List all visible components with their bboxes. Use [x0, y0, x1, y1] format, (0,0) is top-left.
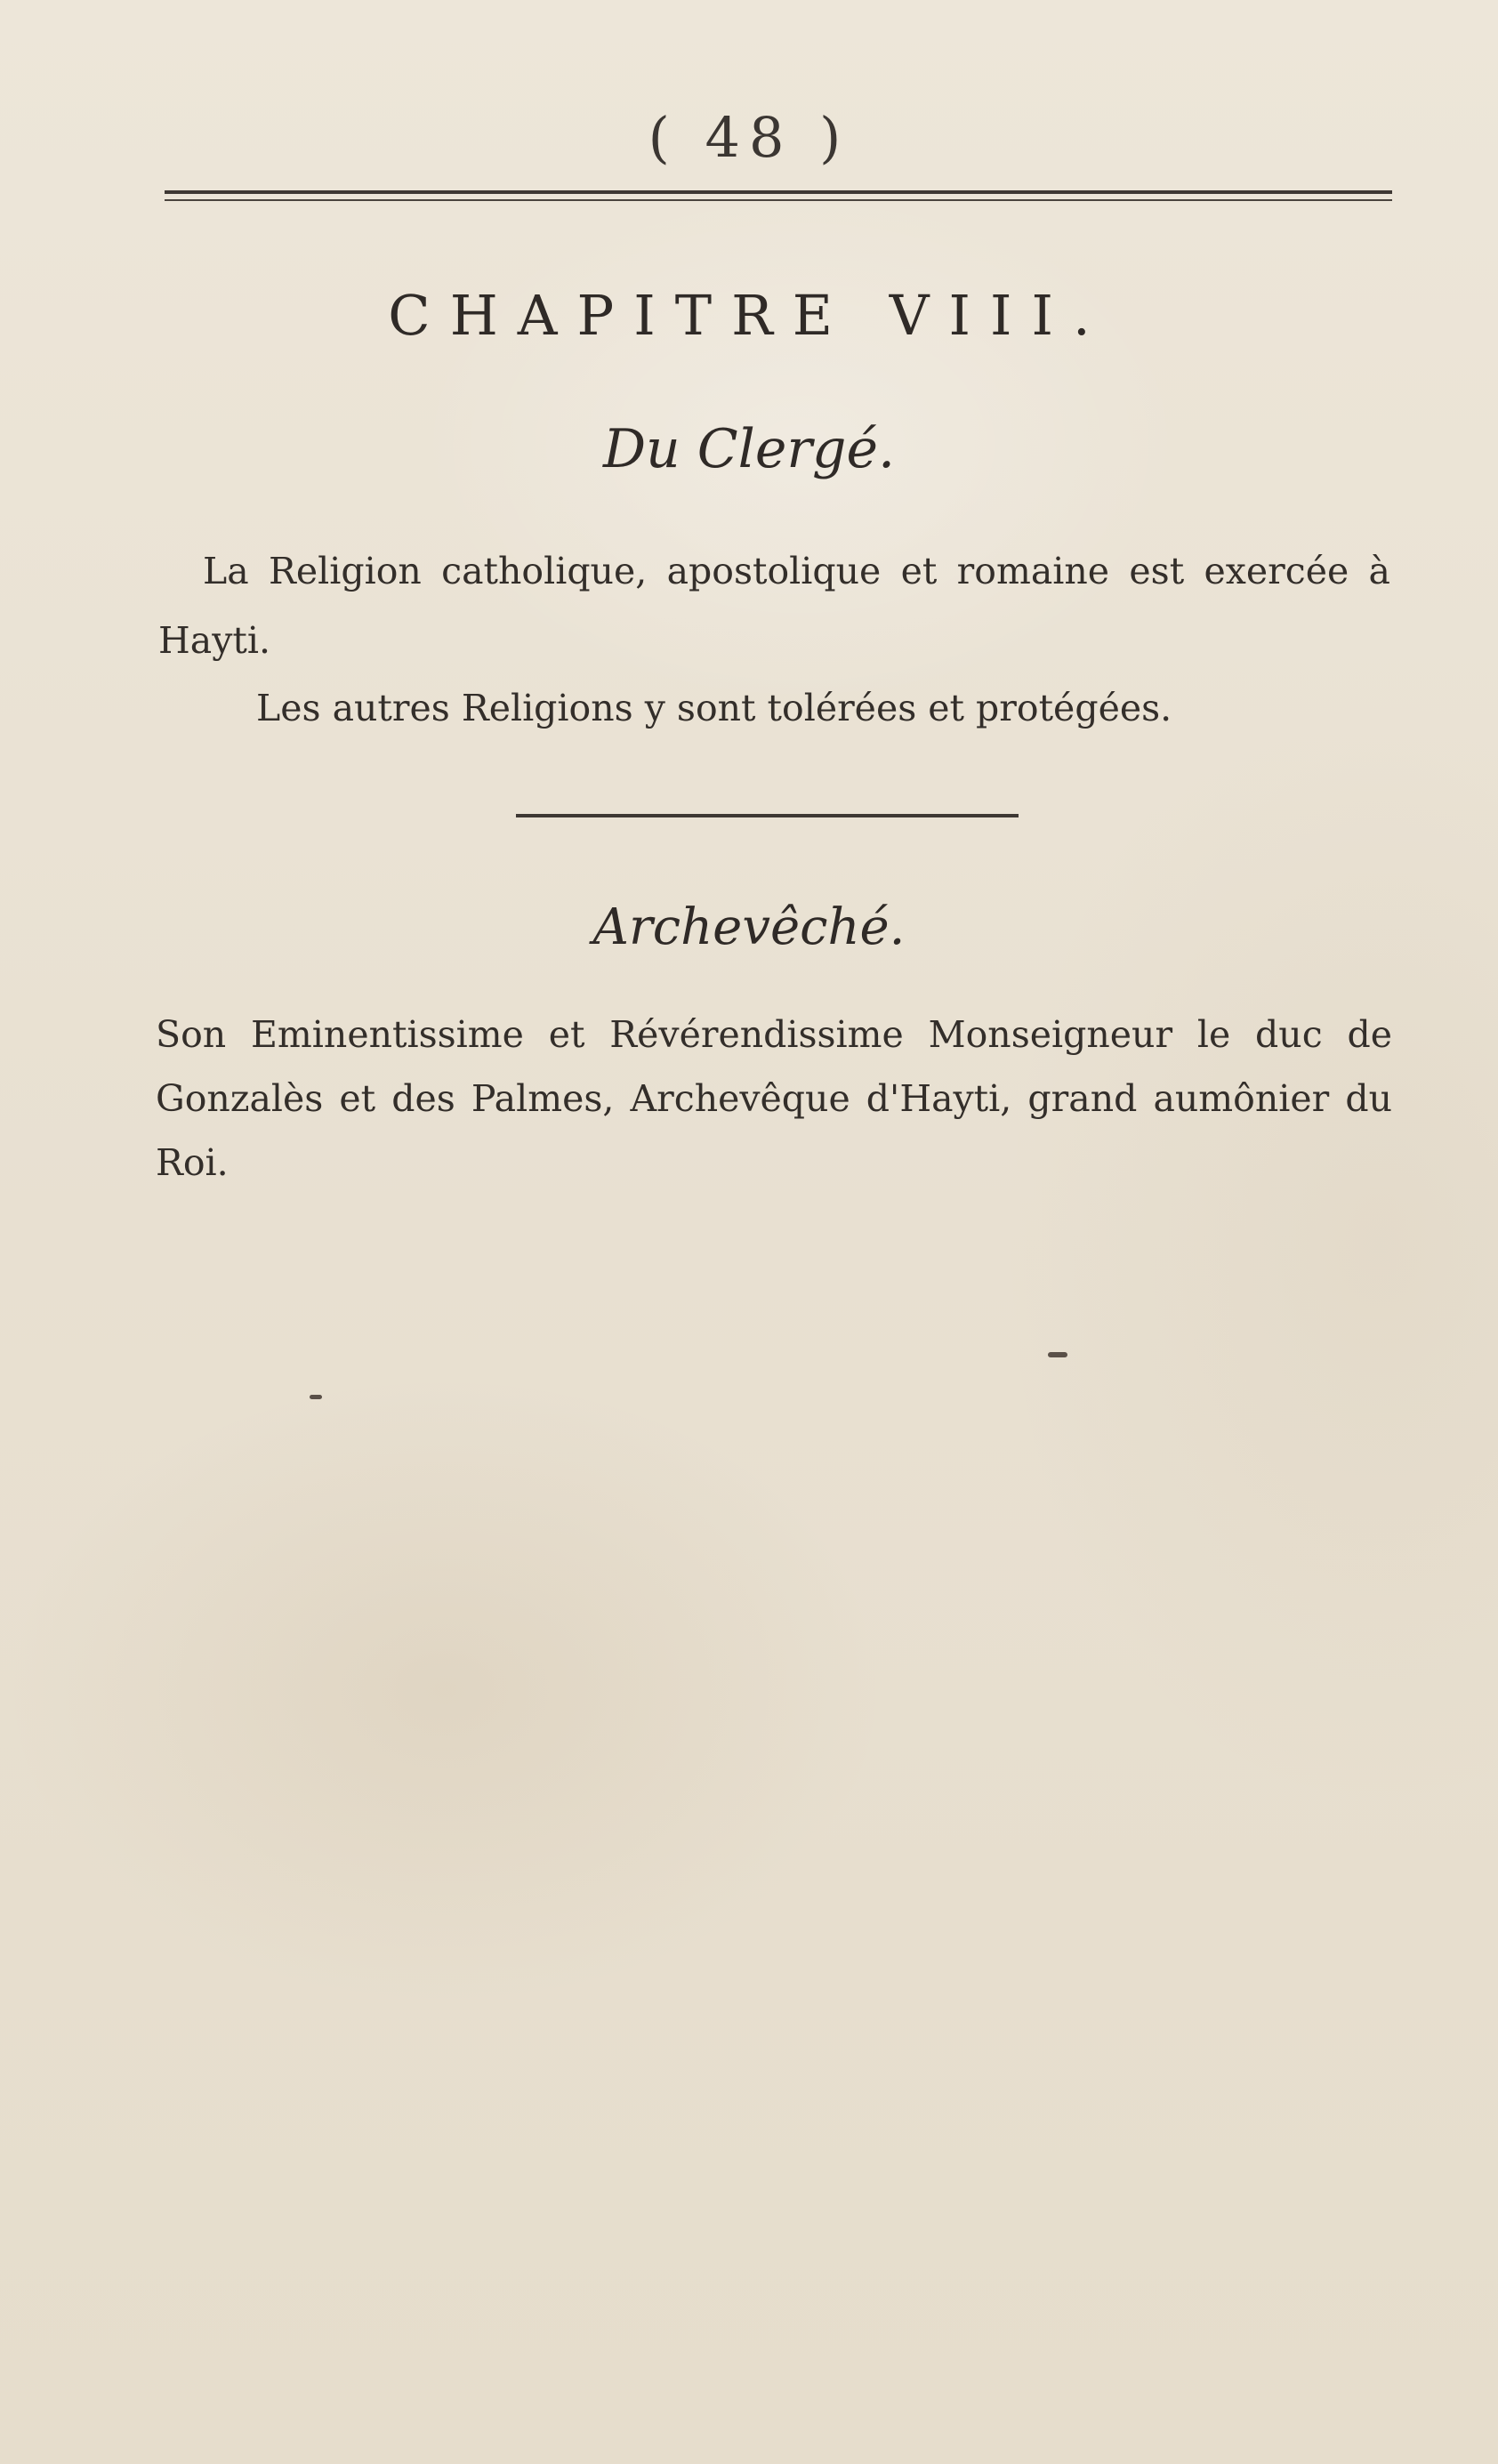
ink-speck [310, 1395, 322, 1399]
page-number: ( 48 ) [648, 105, 850, 170]
chapter-title: CHAPITRE VIII. [388, 283, 1110, 348]
paragraph-autres-religions: Les autres Religions y sont tolérées et protégées. [256, 687, 1172, 729]
paragraph-religion-catholique: La Religion catholique, apostolique et romaine est exercée à Hayti. [158, 550, 1390, 662]
section-divider [516, 814, 1019, 817]
ink-speck [1048, 1352, 1067, 1357]
subsection-title: Archevêché. [592, 898, 906, 956]
section-title: Du Clergé. [602, 418, 896, 480]
header-rule [165, 190, 1392, 194]
paragraph-archeveque: Son Eminentissime et Révérendissime Monseigneur le duc de Gonzalès et des Palmes, Archevêque d'Hayti, grand aumônier du Roi. [156, 1013, 1392, 1184]
header-rule-secondary [165, 199, 1392, 201]
